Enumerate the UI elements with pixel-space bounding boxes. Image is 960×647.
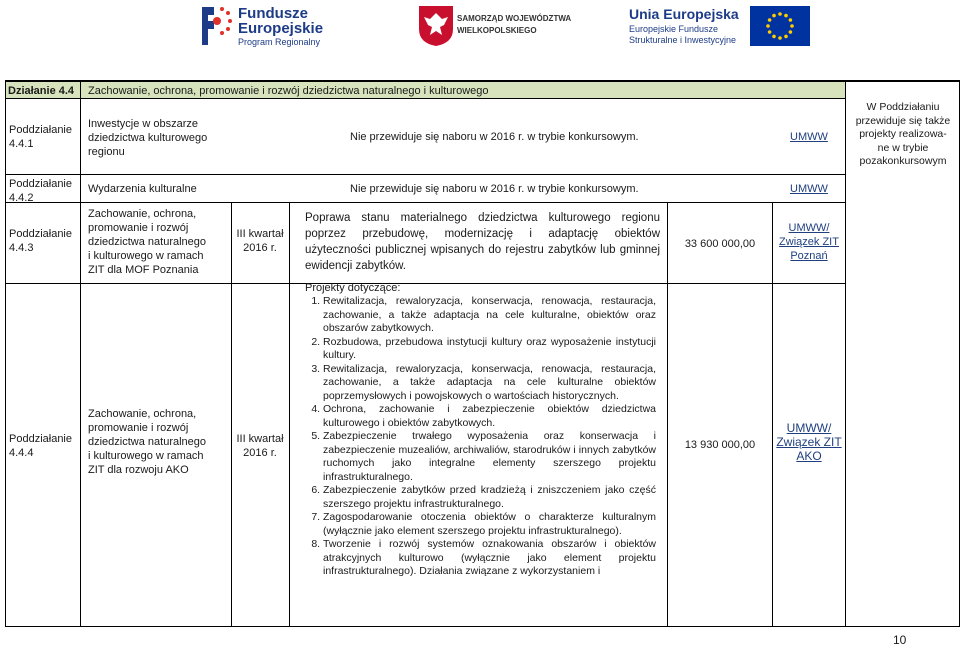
fundusze-europejskie-logo-icon bbox=[200, 3, 234, 48]
list-item: 5. Zabezpieczenie trwałego wyposażenia oraz konserwacja i zabezpieczenie muzealiów, archiwaliów, starodruków i innych zabytków ruchomych jako integralne elementy szerszego projektu infrastrukturalnego. bbox=[323, 430, 656, 484]
kwota-4-4-3: 33 600 000,00 bbox=[684, 238, 756, 250]
pod-4-4-4: Poddziałanie 4.4.4 bbox=[9, 433, 72, 459]
ue-line2: Europejskie Fundusze bbox=[629, 24, 719, 34]
list-item: 4. Ochrona, zachowanie i zabezpieczenie obiektów dziedzictwa kulturowego i obiektów zabytkowych. bbox=[323, 403, 656, 430]
list-item: 6. Zabezpieczenie zabytków przed kradzieżą i zniszczeniem jako część szerszego projektu infrastrukturalnego. bbox=[323, 484, 656, 511]
ue-line1: Unia Europejska bbox=[629, 6, 739, 22]
list-item: 3. Rewitalizacja, rewaloryzacja, konserwacja, renowacja, restauracja, zachowanie, a także adaptacja na cele kulturalne obiektów poprzemysłowych i powojskowych o wartościach historycznych. bbox=[323, 363, 656, 404]
header-logos bbox=[0, 0, 960, 52]
projekty-list bbox=[305, 295, 656, 579]
dzialanie-title: Zachowanie, ochrona, promowanie i rozwój dziedzictwa naturalnego i kulturowego bbox=[88, 85, 489, 97]
fe-line2: Europejskie bbox=[238, 20, 324, 37]
page-number: 10 bbox=[893, 633, 907, 647]
ue-line3: Strukturalne i Inwestycyjne bbox=[629, 35, 737, 45]
dzialanie-label: Działanie 4.4 bbox=[8, 85, 75, 97]
instytucja-4-4-1[interactable]: UMWW bbox=[790, 131, 828, 143]
name-4-4-4: Zachowanie, ochrona, promowanie i rozwój dziedzictwa naturalnego i kulturowego w ramach ZIT dla rozwoju AKO bbox=[88, 408, 207, 476]
name-4-4-3: Zachowanie, ochrona, promowanie i rozwój dziedzictwa naturalnego i kulturowego w ramach ZIT dla MOF Poznania bbox=[88, 208, 207, 276]
pod-4-4-1: Poddziałanie 4.4.1 bbox=[9, 124, 72, 150]
samorzad-line2: WIELKOPOLSKIEGO bbox=[457, 26, 537, 35]
list-item: 2. Rozbudowa, przebudowa instytucji kultury oraz wyposażenie instytucji kultury. bbox=[323, 336, 656, 363]
fe-line3: Program Regionalny bbox=[238, 37, 321, 47]
kwota-4-4-4: 13 930 000,00 bbox=[684, 439, 756, 451]
list-item: 8. Tworzenie i rozwój systemów oznakowania obszarów i obiektów atrakcyjnych kulturowo (wyłącznie jako element projektu infrastrukturalnego). Działania związane z wykorzystaniem i bbox=[323, 538, 656, 579]
instytucja-4-4-2[interactable]: UMWW bbox=[790, 183, 828, 195]
opis-4-4-1: Nie przewiduje się naboru w 2016 r. w trybie konkursowym. bbox=[350, 131, 639, 143]
termin-4-4-3: III kwartał 2016 r. bbox=[236, 228, 284, 254]
instytucja-4-4-3[interactable]: UMWW/ Związek ZIT Poznań bbox=[779, 222, 839, 262]
fe-line1: Fundusze bbox=[238, 5, 308, 22]
name-4-4-2: Wydarzenia kulturalne bbox=[88, 183, 197, 195]
samorzad-eagle-icon bbox=[418, 5, 454, 47]
samorzad-line1: SAMORZĄD WOJEWÓDZTWA bbox=[457, 14, 572, 23]
projekty-header: Projekty dotyczące: bbox=[305, 282, 401, 294]
pod-4-4-3: Poddziałanie 4.4.3 bbox=[9, 228, 72, 254]
eu-flag-icon bbox=[750, 6, 810, 46]
side-note: W Poddziałaniu przewiduje się także projekty realizowa- ne w trybie pozakonkursowym bbox=[855, 101, 951, 167]
name-4-4-1: Inwestycje w obszarze dziedzictwa kulturowego regionu bbox=[88, 118, 208, 158]
instytucja-4-4-4[interactable]: UMWW/ Związek ZIT AKO bbox=[776, 421, 842, 463]
opis-4-4-3: Poprawa stanu materialnego dziedzictwa kulturowego regionu poprzez przebudowę, modernizację i adaptację obiektów użyteczności publicznej wpisanych do rejestru zabytków lub gminnej ewidencji zabytków. bbox=[305, 212, 660, 272]
list-item: 1. Rewitalizacja, rewaloryzacja, konserwacja, renowacja, restauracja, zachowanie, a także adaptacja na cele kulturalne, obiektów oraz obszarów zabytkowych. bbox=[323, 295, 656, 336]
pod-4-4-2: Poddziałanie 4.4.2 bbox=[9, 178, 72, 204]
list-item: 7. Zagospodarowanie otoczenia obiektów o charakterze kulturalnym (wyłącznie jako element szerszego projektu infrastrukturalnego). bbox=[323, 511, 656, 538]
opis-4-4-2: Nie przewiduje się naboru w 2016 r. w trybie konkursowym. bbox=[350, 183, 639, 195]
termin-4-4-4: III kwartał 2016 r. bbox=[236, 433, 284, 459]
